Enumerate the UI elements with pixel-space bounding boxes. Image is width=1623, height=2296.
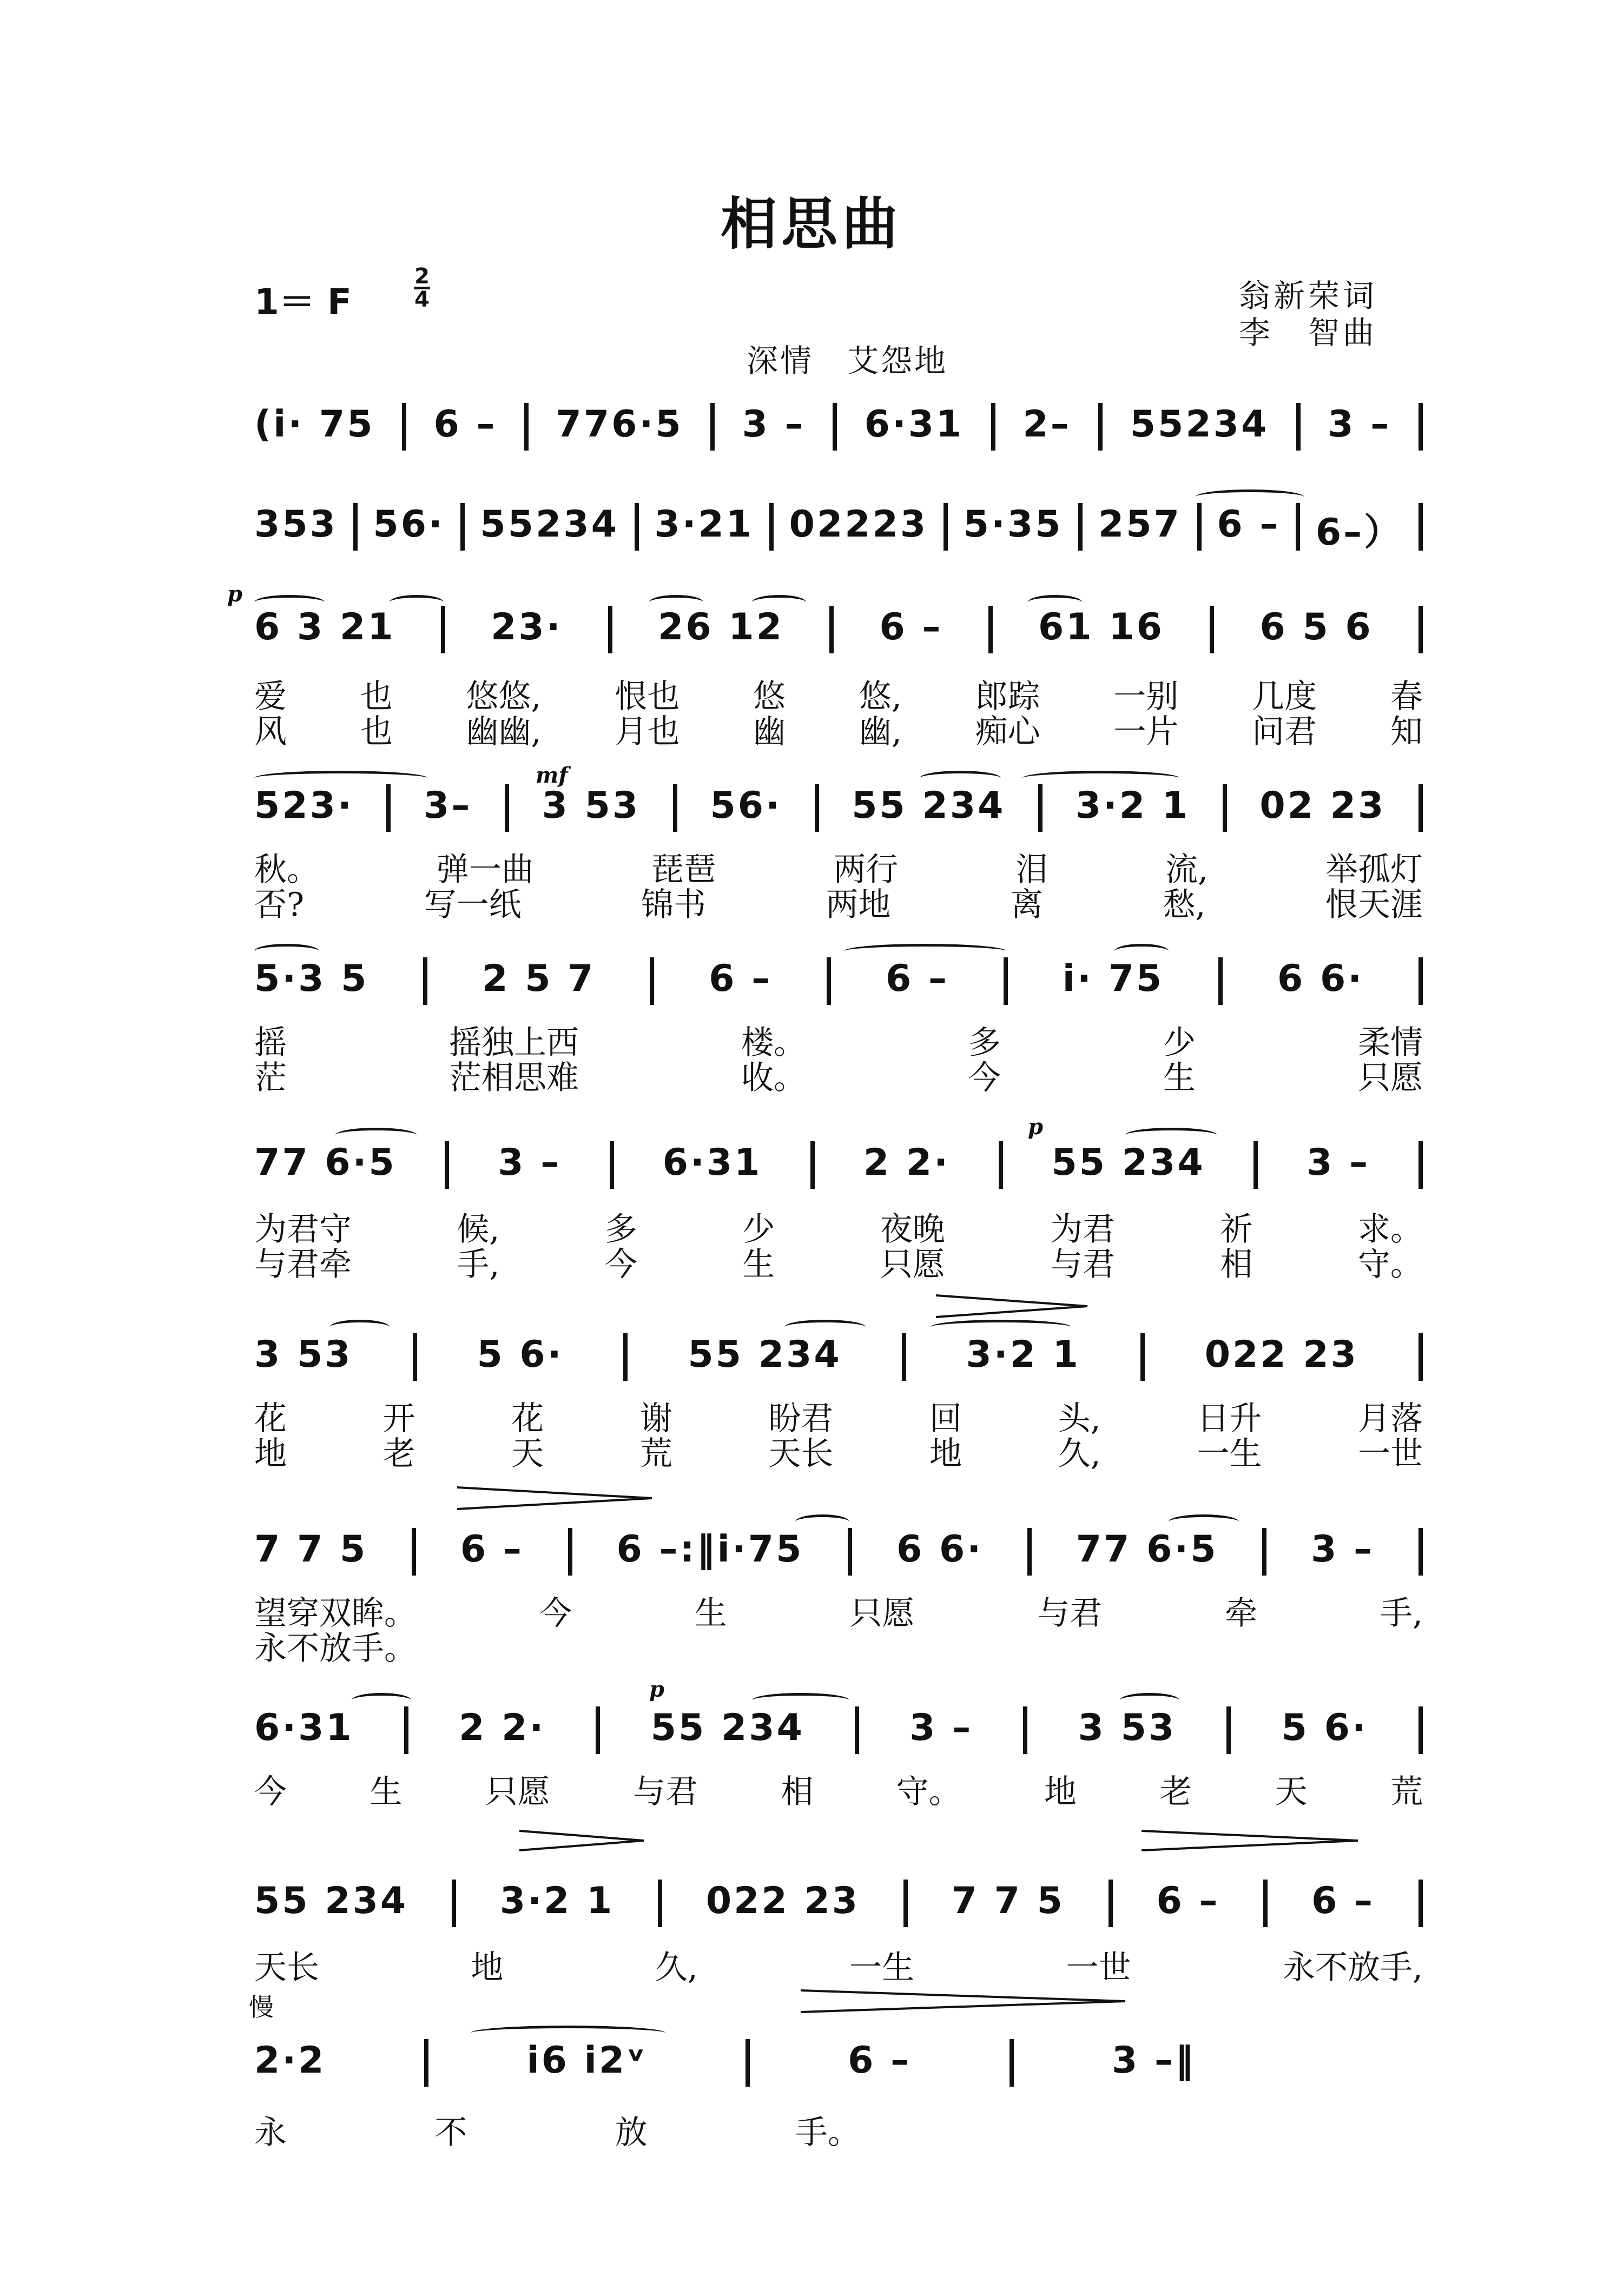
lyrics-verse-2	[254, 1623, 417, 1669]
lyric: 守。	[1357, 1246, 1423, 1283]
lyric: 与君	[1050, 1246, 1116, 1283]
lyric: 天长	[768, 1435, 834, 1473]
meter-bottom: 4	[414, 287, 430, 312]
lyric: 否?	[254, 886, 305, 924]
measure: 55234	[1130, 403, 1269, 446]
measure: 26 12	[658, 606, 784, 649]
lyric: 春	[1390, 678, 1423, 716]
lyric: 弹一曲	[436, 851, 534, 889]
measure: 3 –‖	[1112, 2039, 1196, 2082]
measure: 3 53	[542, 784, 641, 827]
lyric: 问君	[1252, 713, 1317, 751]
lyric: 老	[382, 1435, 415, 1473]
lyric: 多	[604, 1210, 637, 1248]
slur	[471, 2026, 665, 2040]
lyric: 永	[254, 2114, 287, 2152]
lyric: 天	[1275, 1773, 1308, 1811]
measure: 257	[1098, 503, 1182, 546]
dynamic-p: p	[227, 581, 242, 607]
measure: 6 –	[879, 606, 943, 649]
staff-row-1	[254, 403, 1423, 451]
meter-top: 2	[414, 264, 430, 289]
slur	[920, 771, 1001, 785]
slur	[784, 1320, 866, 1334]
measure: 6 –	[460, 1528, 524, 1571]
measure: 353	[254, 503, 338, 546]
lyric: 守。	[896, 1773, 961, 1811]
slur	[844, 944, 1006, 958]
lyric: 荒	[1390, 1773, 1423, 1811]
slur	[352, 1693, 411, 1708]
key-signature: 1＝ F	[254, 281, 352, 323]
slur	[752, 1693, 849, 1708]
lyric: 永不放手,	[1282, 1949, 1423, 1987]
dynamic-mf: mf	[536, 763, 568, 788]
lyric: 今	[604, 1246, 637, 1283]
lyric: 盼君	[768, 1400, 834, 1438]
lyric: 手,	[457, 1246, 500, 1283]
lyric: 与君	[632, 1773, 698, 1811]
measure: 55 234	[650, 1706, 804, 1749]
lyric: 牵	[1225, 1594, 1258, 1632]
slur	[795, 1514, 849, 1529]
lyric: 琵琶	[651, 851, 716, 889]
lyric: 一生	[849, 1949, 915, 1987]
slur	[1125, 1128, 1217, 1142]
lyric: 写一纸	[424, 886, 522, 924]
measure: 6 –	[848, 2039, 912, 2082]
measure: 6 –	[1311, 1880, 1375, 1922]
lyrics-verse-1	[254, 1942, 1423, 1988]
measure: 3 –	[1307, 1141, 1370, 1184]
lyric: 悠悠,	[466, 678, 542, 716]
measure: 3 –	[498, 1141, 562, 1184]
measure: 6 5 6	[1259, 606, 1373, 649]
lyric: 几度	[1252, 678, 1317, 716]
lyric: 头,	[1058, 1400, 1101, 1438]
lyric: 今	[539, 1594, 572, 1632]
lyric: 一生	[1197, 1435, 1262, 1473]
measure: 55 234	[688, 1333, 842, 1376]
lyric: 久,	[655, 1949, 698, 1987]
dynamic-p: p	[649, 1677, 664, 1702]
lyric: 柔情	[1358, 1024, 1423, 1062]
lyric: 一世	[1357, 1435, 1423, 1473]
lyric: 求。	[1357, 1210, 1423, 1248]
lyric: 幽	[753, 713, 786, 751]
measure: 02223	[789, 503, 928, 546]
measure: 6 6·	[896, 1528, 984, 1571]
staff-row-7	[254, 1333, 1423, 1381]
slur	[1120, 1693, 1179, 1708]
measure: 3 53	[254, 1333, 353, 1376]
lyric: 郎踪	[975, 678, 1040, 716]
lyric: 一世	[1066, 1949, 1131, 1987]
lyric: 一片	[1113, 713, 1179, 751]
slur	[1022, 771, 1179, 785]
lyric: 生	[742, 1246, 775, 1283]
lyricist-credit: 翁新荣词	[1239, 277, 1378, 314]
dynamic-p: p	[1028, 1114, 1043, 1140]
measure: 3 –	[742, 403, 806, 446]
lyric: 日升	[1197, 1400, 1262, 1438]
measure: i̇· 75	[1062, 957, 1164, 1000]
measure: 2 5 7	[482, 957, 596, 1000]
lyric: 少	[742, 1210, 775, 1248]
song-title: 相思曲	[720, 190, 902, 257]
slur	[335, 1128, 417, 1142]
lyric: 花	[254, 1400, 287, 1438]
measure: 3 –	[909, 1706, 973, 1749]
slur	[254, 771, 427, 785]
measure: 5·3 5	[254, 957, 369, 1000]
staff-row-10	[254, 1880, 1423, 1927]
measure: 7 7 5	[254, 1528, 368, 1571]
measure: 56·	[710, 784, 782, 827]
lyric: 生	[694, 1594, 727, 1632]
staff-row-4	[254, 784, 1423, 832]
measure: 3–	[424, 784, 472, 827]
lyric: 夜晚	[880, 1210, 945, 1248]
measure: 02 23	[1259, 784, 1386, 827]
lyric: 收。	[741, 1059, 806, 1097]
lyric: 地	[471, 1949, 504, 1987]
measure: 2 2·	[863, 1141, 950, 1184]
lyric: 开	[382, 1400, 415, 1438]
staff-row-8	[254, 1528, 1423, 1576]
measure: i̇6 i̇2ᵛ	[526, 2039, 648, 2082]
tempo-slow-marking: 慢	[249, 1993, 274, 2022]
lyric: 生	[370, 1773, 403, 1811]
measure: 6 –	[709, 957, 773, 1000]
measure: 022 23	[705, 1880, 860, 1922]
lyric: 茫相思难	[449, 1059, 579, 1097]
lyric: 花	[511, 1400, 544, 1438]
measure: 55234	[480, 503, 619, 546]
measure: (i̇· 75	[254, 403, 375, 446]
lyric: 手,	[1380, 1594, 1423, 1632]
lyric: 知	[1390, 713, 1423, 751]
measure: 5 6·	[1281, 1706, 1368, 1749]
lyric: 荒	[639, 1435, 672, 1473]
lyric: 多	[968, 1024, 1001, 1062]
staff-row-3	[254, 606, 1423, 653]
measure: 6·31	[864, 403, 964, 446]
lyric: 摇	[254, 1024, 287, 1062]
measure: 77 6·5	[1076, 1528, 1218, 1571]
lyrics-verse-1	[254, 1587, 1423, 1634]
measure: 6·31	[254, 1706, 354, 1749]
lyric: 一别	[1113, 678, 1179, 716]
measure: 3 –	[1328, 403, 1391, 446]
lyric: 永不放手。	[254, 1630, 417, 1668]
lyric: 幽幽,	[466, 713, 542, 751]
staff-row-5	[254, 957, 1423, 1005]
lyric: 与君	[1037, 1594, 1103, 1632]
lyric: 茫	[254, 1059, 287, 1097]
lyrics-verse-2	[254, 879, 1423, 925]
staff-row-2	[254, 503, 1423, 555]
lyric: 泪	[1015, 851, 1048, 889]
lyric: 候,	[457, 1210, 500, 1248]
lyric: 不	[434, 2114, 467, 2152]
tempo-marking: 深情 艾怨地	[747, 342, 948, 379]
measure: 77 6·5	[254, 1141, 397, 1184]
lyrics-verse-2	[254, 1428, 1423, 1474]
lyric: 也	[360, 713, 393, 751]
lyric: 离	[1010, 886, 1043, 924]
lyric: 只愿	[485, 1773, 550, 1811]
lyric: 只愿	[880, 1246, 945, 1283]
lyric: 放	[615, 2114, 648, 2152]
measure: 2 2·	[459, 1706, 546, 1749]
measure: 6 –	[1156, 1880, 1220, 1922]
staff-row-11	[254, 2039, 1196, 2087]
measure: 3·2 1	[499, 1880, 615, 1922]
lyric: 祈	[1220, 1210, 1253, 1248]
measure: 23·	[491, 606, 563, 649]
lyric: 为君守	[254, 1210, 352, 1248]
lyric: 痴心	[975, 713, 1040, 751]
lyrics-verse-1	[254, 1766, 1423, 1812]
measure: 022 23	[1204, 1333, 1358, 1376]
lyric: 为君	[1050, 1210, 1116, 1248]
measure: 6 –	[1217, 503, 1281, 546]
lyric: 老	[1159, 1773, 1192, 1811]
lyric: 今	[254, 1773, 287, 1811]
slur	[254, 944, 319, 958]
lyric: 望穿双眸。	[254, 1594, 417, 1632]
lyric: 幽,	[859, 713, 902, 751]
lyric: 只愿	[1358, 1059, 1423, 1097]
measure: 7 7 5	[951, 1880, 1065, 1922]
measure: 3·2 1	[966, 1333, 1080, 1376]
lyric: 地	[1044, 1773, 1077, 1811]
time-signature	[414, 266, 430, 310]
lyric: 地	[254, 1435, 287, 1473]
lyric: 天	[511, 1435, 544, 1473]
lyric: 地	[929, 1435, 962, 1473]
lyric: 秋。	[254, 851, 319, 889]
measure: 2–	[1022, 403, 1071, 446]
measure: 5·35	[963, 503, 1063, 546]
lyrics-verse-2	[254, 1239, 1423, 1285]
lyric: 今	[968, 1059, 1001, 1097]
staff-row-6	[254, 1141, 1423, 1189]
lyric: 回	[929, 1400, 962, 1438]
lyric: 与君牵	[254, 1246, 352, 1283]
lyric: 恨天涯	[1325, 886, 1423, 924]
measure: 2·2	[254, 2039, 326, 2082]
lyric: 举孤灯	[1325, 851, 1423, 889]
lyric: 生	[1163, 1059, 1196, 1097]
slur	[931, 1320, 1071, 1334]
lyric: 只愿	[849, 1594, 915, 1632]
measure: 3·21	[654, 503, 754, 546]
lyric: 月也	[615, 713, 680, 751]
staff-row-9	[254, 1706, 1423, 1754]
lyric: 愁,	[1163, 886, 1206, 924]
measure: 3·2 1	[1075, 784, 1190, 827]
lyric: 相	[781, 1773, 814, 1811]
measure: 3 –	[1311, 1528, 1375, 1571]
measure: 3 53	[1078, 1706, 1177, 1749]
slur	[1196, 489, 1304, 504]
measure: 6 –	[433, 403, 497, 446]
lyric: 谢	[639, 1400, 672, 1438]
lyric: 手。	[795, 2114, 860, 2152]
lyric: 摇独上西	[449, 1024, 579, 1062]
lyrics-verse-2	[254, 1052, 1423, 1099]
measure: 55 234	[852, 784, 1006, 827]
measure: 6 6·	[1277, 957, 1364, 1000]
lyric: 爱	[254, 678, 287, 716]
measure: 56·	[373, 503, 445, 546]
measure: 6 –:‖i̇·75	[616, 1528, 804, 1571]
lyric: 月落	[1357, 1400, 1423, 1438]
measure: 6 3 21	[254, 606, 395, 649]
lyric: 两地	[826, 886, 891, 924]
lyrics-verse-2	[254, 706, 1423, 752]
measure: 55 234	[254, 1880, 408, 1922]
lyric: 锦书	[641, 886, 707, 924]
lyric: 悠	[753, 678, 786, 716]
lyric: 久,	[1058, 1435, 1101, 1473]
lyric: 悠,	[859, 678, 902, 716]
measure: 6·31	[662, 1141, 762, 1184]
slur	[1114, 944, 1169, 958]
measure: 55 234	[1051, 1141, 1205, 1184]
measure: 6 –	[886, 957, 949, 1000]
lyric: 相	[1220, 1246, 1253, 1283]
measure: 6–）	[1315, 511, 1403, 554]
lyric: 少	[1163, 1024, 1196, 1062]
lyric: 风	[254, 713, 287, 751]
measure: 5 6·	[477, 1333, 564, 1376]
measure: 523·	[254, 784, 354, 827]
lyric: 恨也	[615, 678, 680, 716]
composer-credit: 李 智曲	[1239, 314, 1378, 351]
measure: 776·5	[556, 403, 683, 446]
slur	[330, 1320, 390, 1334]
slur	[1169, 1514, 1239, 1529]
lyric: 也	[360, 678, 393, 716]
lyric: 两行	[833, 851, 899, 889]
lyric: 天长	[254, 1949, 319, 1987]
lyrics-verse-1	[254, 2107, 860, 2153]
measure: 61 16	[1038, 606, 1164, 649]
lyric: 流,	[1165, 851, 1209, 889]
lyric: 楼。	[741, 1024, 806, 1062]
